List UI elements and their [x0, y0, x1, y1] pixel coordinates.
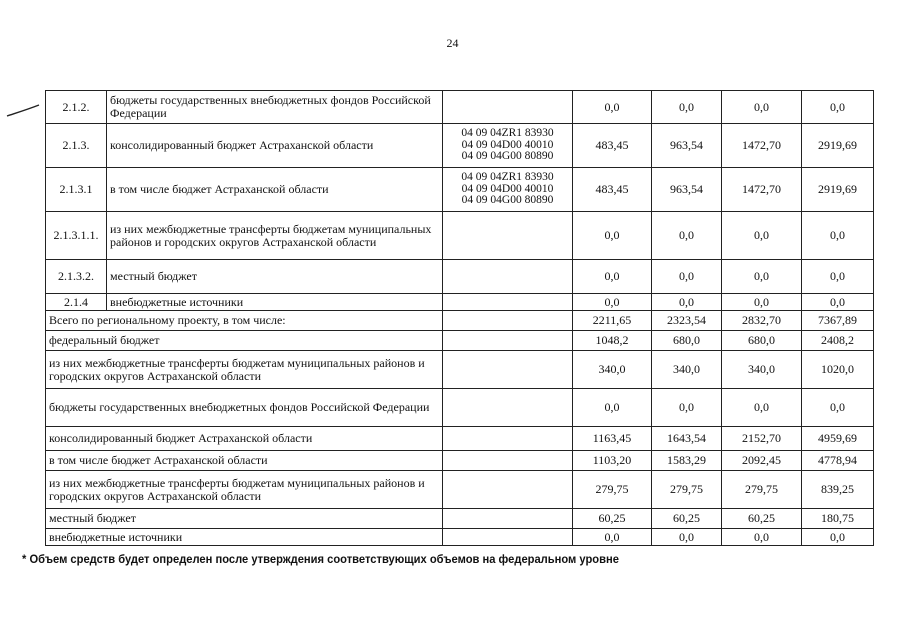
- value-cell: 2211,65: [573, 311, 652, 331]
- value-cell: 2832,70: [722, 311, 802, 331]
- value-cell: 2152,70: [722, 427, 802, 451]
- value-cell: 0,0: [573, 389, 652, 427]
- value-cell: 839,25: [802, 471, 874, 509]
- value-cell: 483,45: [573, 124, 652, 168]
- value-cell: 0,0: [722, 212, 802, 260]
- budget-code: 04 09 04D00 40010: [461, 182, 554, 195]
- empty-cell: [443, 529, 573, 546]
- row-codes: [443, 168, 573, 212]
- value-cell: 2323,54: [652, 311, 722, 331]
- margin-pen-mark: [6, 104, 40, 118]
- budget-code: 04 09 04ZR1 83930: [461, 171, 554, 184]
- summary-label: из них межбюджетные трансферты бюджетам муниципальных районов и городских округов Астраханской области: [46, 471, 443, 509]
- value-cell: 60,25: [573, 509, 652, 529]
- empty-cell: [443, 351, 573, 389]
- value-cell: 0,0: [652, 212, 722, 260]
- value-cell: 0,0: [573, 91, 652, 124]
- value-cell: 4959,69: [802, 427, 874, 451]
- value-cell: 0,0: [802, 389, 874, 427]
- summary-label: Всего по региональному проекту, в том числе:: [46, 311, 443, 331]
- row-index: 2.1.3.1: [46, 168, 107, 212]
- budget-code: 04 09 04D00 40010: [461, 138, 554, 151]
- value-cell: 0,0: [652, 260, 722, 294]
- value-cell: 0,0: [652, 294, 722, 311]
- summary-label: в том числе бюджет Астраханской области: [46, 451, 443, 471]
- row-index: 2.1.4: [46, 294, 107, 311]
- summary-row: [46, 427, 874, 451]
- value-cell: 279,75: [573, 471, 652, 509]
- row-codes: [443, 124, 573, 168]
- summary-label: местный бюджет: [46, 509, 443, 529]
- empty-cell: [443, 311, 573, 331]
- value-cell: 0,0: [722, 529, 802, 546]
- value-cell: 0,0: [802, 91, 874, 124]
- value-cell: 0,0: [573, 212, 652, 260]
- value-cell: 340,0: [652, 351, 722, 389]
- summary-label: бюджеты государственных внебюджетных фондов Российской Федерации: [46, 389, 443, 427]
- summary-label: из них межбюджетные трансферты бюджетам муниципальных районов и городских округов Астраханской области: [46, 351, 443, 389]
- value-cell: 0,0: [802, 294, 874, 311]
- budget-code: 04 09 04G00 80890: [461, 194, 554, 207]
- value-cell: 680,0: [722, 331, 802, 351]
- value-cell: 2919,69: [802, 168, 874, 212]
- empty-cell: [443, 471, 573, 509]
- row-codes: [443, 91, 573, 124]
- value-cell: 2092,45: [722, 451, 802, 471]
- footnote: * Объем средств будет определен после утверждения соответствующих объемов на федеральном уровне: [22, 552, 619, 566]
- value-cell: 0,0: [573, 260, 652, 294]
- table-row: [46, 91, 874, 124]
- value-cell: 1643,54: [652, 427, 722, 451]
- summary-row: [46, 451, 874, 471]
- row-index: 2.1.3.2.: [46, 260, 107, 294]
- row-codes: [443, 212, 573, 260]
- summary-row: [46, 331, 874, 351]
- value-cell: 0,0: [802, 212, 874, 260]
- value-cell: 0,0: [652, 389, 722, 427]
- row-label: внебюджетные источники: [107, 294, 443, 311]
- value-cell: 1472,70: [722, 124, 802, 168]
- value-cell: 279,75: [652, 471, 722, 509]
- value-cell: 0,0: [722, 91, 802, 124]
- empty-cell: [443, 331, 573, 351]
- empty-cell: [443, 389, 573, 427]
- row-label: бюджеты государственных внебюджетных фондов Российской Федерации: [107, 91, 443, 124]
- table-row: [46, 168, 874, 212]
- value-cell: 1020,0: [802, 351, 874, 389]
- value-cell: 963,54: [652, 168, 722, 212]
- value-cell: 340,0: [722, 351, 802, 389]
- row-index: 2.1.2.: [46, 91, 107, 124]
- value-cell: 483,45: [573, 168, 652, 212]
- value-cell: 279,75: [722, 471, 802, 509]
- value-cell: 1103,20: [573, 451, 652, 471]
- summary-row: [46, 509, 874, 529]
- row-codes: [443, 260, 573, 294]
- value-cell: 60,25: [652, 509, 722, 529]
- row-index: 2.1.3.: [46, 124, 107, 168]
- row-codes: [443, 294, 573, 311]
- value-cell: 2408,2: [802, 331, 874, 351]
- summary-row: [46, 529, 874, 546]
- value-cell: 1583,29: [652, 451, 722, 471]
- row-label: местный бюджет: [107, 260, 443, 294]
- value-cell: 0,0: [652, 91, 722, 124]
- value-cell: 2919,69: [802, 124, 874, 168]
- value-cell: 1472,70: [722, 168, 802, 212]
- value-cell: 0,0: [722, 260, 802, 294]
- empty-cell: [443, 509, 573, 529]
- row-label: консолидированный бюджет Астраханской области: [107, 124, 443, 168]
- row-label: в том числе бюджет Астраханской области: [107, 168, 443, 212]
- value-cell: 60,25: [722, 509, 802, 529]
- row-label: из них межбюджетные трансферты бюджетам муниципальных районов и городских округов Астраханской области: [107, 212, 443, 260]
- budget-table-body: [46, 91, 874, 546]
- value-cell: 680,0: [652, 331, 722, 351]
- table-row: [46, 260, 874, 294]
- value-cell: 0,0: [802, 529, 874, 546]
- row-index: 2.1.3.1.1.: [46, 212, 107, 260]
- table-row: [46, 124, 874, 168]
- value-cell: 1163,45: [573, 427, 652, 451]
- value-cell: 0,0: [652, 529, 722, 546]
- empty-cell: [443, 451, 573, 471]
- summary-row: [46, 311, 874, 331]
- value-cell: 0,0: [802, 260, 874, 294]
- value-cell: 7367,89: [802, 311, 874, 331]
- budget-code: 04 09 04ZR1 83930: [461, 127, 554, 140]
- budget-code: 04 09 04G00 80890: [461, 150, 554, 163]
- summary-row: [46, 389, 874, 427]
- table-row: [46, 212, 874, 260]
- value-cell: 0,0: [573, 529, 652, 546]
- value-cell: 0,0: [722, 389, 802, 427]
- summary-label: федеральный бюджет: [46, 331, 443, 351]
- value-cell: 0,0: [722, 294, 802, 311]
- summary-label: консолидированный бюджет Астраханской области: [46, 427, 443, 451]
- summary-row: [46, 471, 874, 509]
- table-row: [46, 294, 874, 311]
- budget-table: [45, 90, 874, 546]
- page-number: 24: [446, 36, 459, 50]
- empty-cell: [443, 427, 573, 451]
- value-cell: 4778,94: [802, 451, 874, 471]
- value-cell: 1048,2: [573, 331, 652, 351]
- value-cell: 340,0: [573, 351, 652, 389]
- summary-label: внебюджетные источники: [46, 529, 443, 546]
- value-cell: 0,0: [573, 294, 652, 311]
- summary-row: [46, 351, 874, 389]
- value-cell: 180,75: [802, 509, 874, 529]
- value-cell: 963,54: [652, 124, 722, 168]
